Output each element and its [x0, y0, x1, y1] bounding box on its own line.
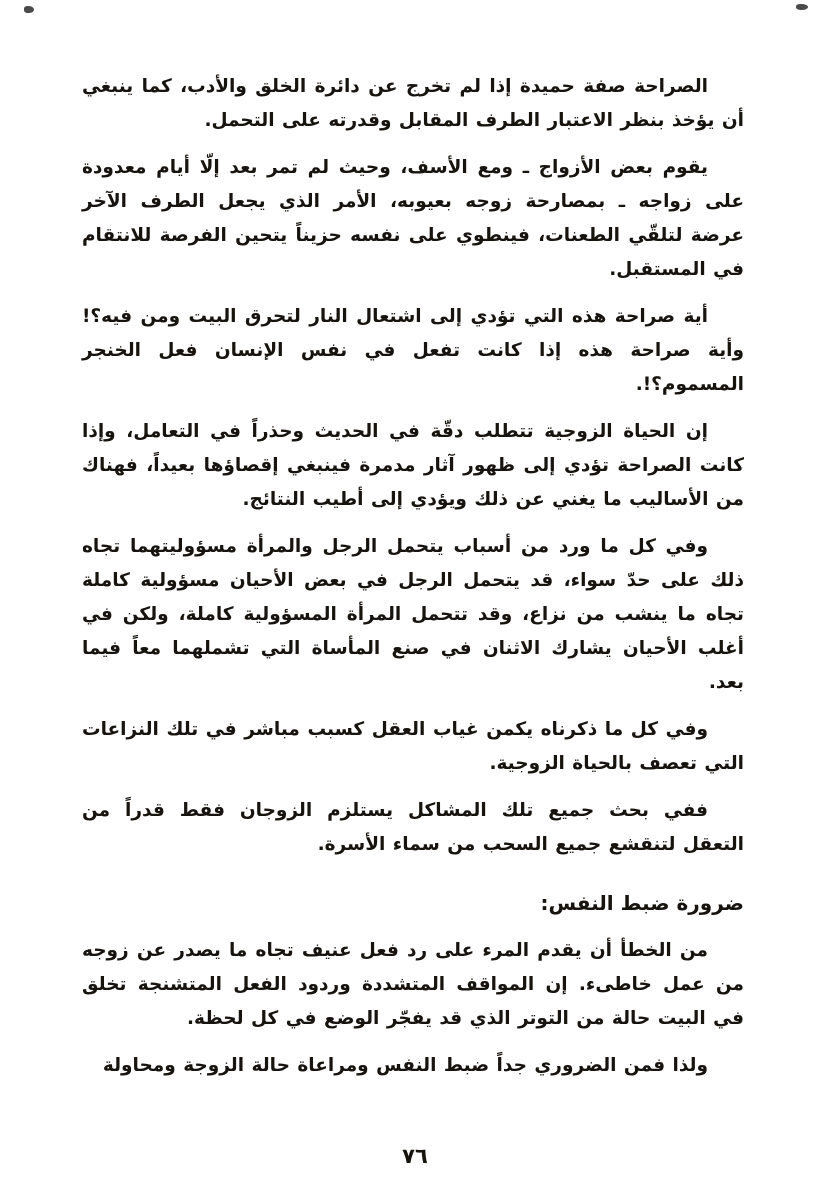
body-paragraph: أية صراحة هذه التي تؤدي إلى اشتعال النار لتحرق البيت ومن فيه؟! وأية صراحة هذه إذا كانت تفعل في نفس الإنسان فعل الخنجر المسموم؟!. — [82, 306, 744, 395]
body-paragraph: ففي بحث جميع تلك المشاكل يستلزم الزوجان فقط قدراً من التعقل لتنقشع جميع السحب من سماء الأسرة. — [82, 800, 744, 855]
body-paragraph: من الخطأ أن يقدم المرء على رد فعل عنيف تجاه ما يصدر عن زوجه من عمل خاطىء. إن المواقف المتشددة وردود الفعل المتشنجة تخلق في البيت حالة من التوتر الذي قد يفجّر الوضع في كل لحظة. — [82, 940, 744, 1029]
body-paragraph: ولذا فمن الضروري جداً ضبط النفس ومراعاة حالة الزوجة ومحاولة — [102, 1055, 708, 1076]
body-paragraph: إن الحياة الزوجية تتطلب دقّة في الحديث وحذراً في التعامل، وإذا كانت الصراحة تؤدي إلى ظهور آثار مدمرة فينبغي إقصاؤها بعيداً، فهناك من الأساليب ما يغني عن ذلك ويؤدي إلى أطيب النتائج. — [82, 421, 744, 510]
body-paragraph: وفي كل ما ذكرناه يكمن غياب العقل كسبب مباشر في تلك النزاعات التي تعصف بالحياة الزوجية. — [82, 719, 744, 774]
page-body — [82, 70, 744, 1083]
body-paragraph: يقوم بعض الأزواج ـ ومع الأسف، وحيث لم تمر بعد إلّا أيام معدودة على زواجه ـ بمصارحة زوجه بعيوبه، الأمر الذي يجعل الطرف الآخر عرضة لتلقّي الطعنات، فينطوي على نفسه حزيناً يتحين الفرصة للانتقام في المستقبل. — [82, 157, 744, 280]
page-number: ٧٦ — [402, 1144, 428, 1168]
scan-artifact-left — [24, 6, 34, 13]
scan-artifact-right — [796, 4, 808, 10]
section-heading: ضرورة ضبط النفس: — [540, 891, 744, 915]
body-paragraph: وفي كل ما ورد من أسباب يتحمل الرجل والمرأة مسؤوليتهما تجاه ذلك على حدّ سواء، قد يتحمل الرجل في بعض الأحيان مسؤولية كاملة تجاه ما ينشب من نزاع، وقد تتحمل المرأة المسؤولية كاملة، ولكن في أغلب الأحيان يشارك الاثنان في صنع المأساة التي تشملهما معاً فيما بعد. — [82, 536, 744, 693]
body-paragraph: الصراحة صفة حميدة إذا لم تخرج عن دائرة الخلق والأدب، كما ينبغي أن يؤخذ بنظر الاعتبار الطرف المقابل وقدرته على التحمل. — [82, 76, 744, 131]
